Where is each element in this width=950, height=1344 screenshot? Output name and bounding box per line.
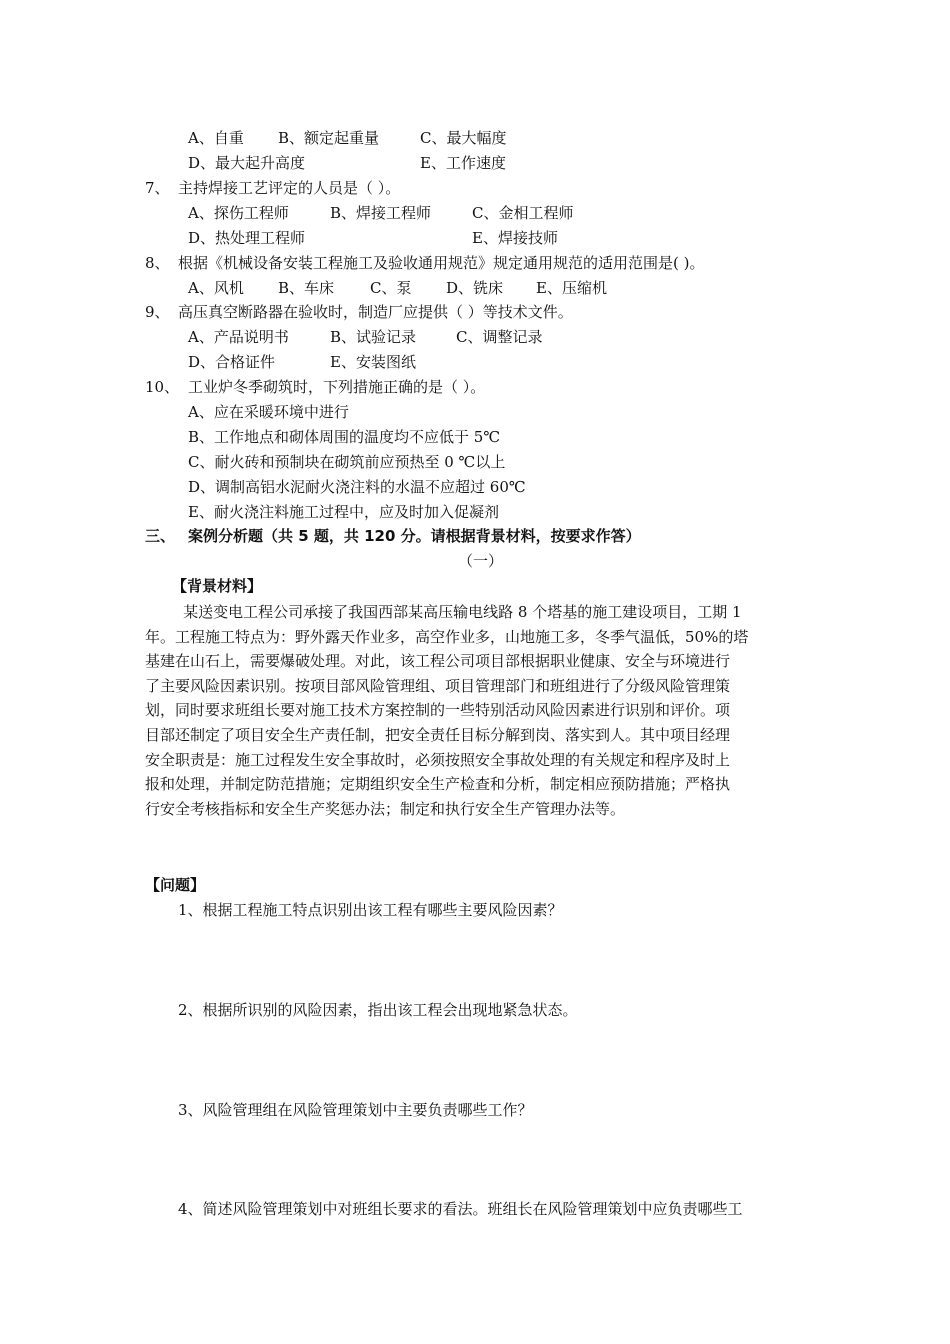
questions-heading: 【问题】 <box>145 876 206 894</box>
q7-option-a: A、探伤工程师 <box>188 204 289 222</box>
case-question-2: 2、根据所识别的风险因素，指出该工程会出现地紧急状态。 <box>178 1001 578 1019</box>
q9-question: 高压真空断路器在验收时，制造厂应提供（ ）等技术文件。 <box>178 303 573 321</box>
q6-option-c: C、最大幅度 <box>420 129 507 147</box>
q7-number: 7、 <box>145 179 170 197</box>
q9-option-c: C、调整记录 <box>456 328 543 346</box>
q9-option-b: B、试验记录 <box>330 328 417 346</box>
q8-number: 8、 <box>145 254 170 272</box>
background-line: 某送变电工程公司承接了我国西部某高压输电线路 8 个塔基的施工建设项目，工期 1 <box>145 603 742 621</box>
section-number: 三、 <box>145 527 176 545</box>
q9-option-a: A、产品说明书 <box>188 328 289 346</box>
q8-option-b: B、车床 <box>278 279 335 297</box>
background-paragraph <box>145 600 805 821</box>
background-line: 年。工程施工特点为：野外露天作业多，高空作业多，山地施工多，冬季气温低，50%的塔 <box>145 627 749 646</box>
q10-number: 10、 <box>145 378 180 396</box>
background-line: 了主要风险因素识别。按项目部风险管理组、项目管理部门和班组进行了分级风险管理策 <box>145 676 731 695</box>
background-line: 行安全考核指标和安全生产奖惩办法；制定和执行安全生产管理办法等。 <box>145 799 626 818</box>
background-line: 划，同时要求班组长要对施工技术方案控制的一些特别活动风险因素进行识别和评价。项 <box>145 701 731 720</box>
background-line: 报和处理，并制定防范措施；定期组织安全生产检查和分析，制定相应预防措施；严格执 <box>145 775 731 794</box>
q10-option-e: E、耐火浇注料施工过程中，应及时加入促凝剂 <box>188 503 499 521</box>
q8-option-c: C、泵 <box>370 279 412 297</box>
background-heading: 【背景材料】 <box>172 577 263 595</box>
q7-question: 主持焊接工艺评定的人员是（ ）。 <box>178 179 401 197</box>
q6-option-d: D、最大起升高度 <box>188 154 306 172</box>
q10-question: 工业炉冬季砌筑时，下列措施正确的是（ ）。 <box>188 378 486 396</box>
q10-option-b: B、工作地点和砌体周围的温度均不应低于 5℃ <box>188 428 501 446</box>
q7-option-d: D、热处理工程师 <box>188 229 306 247</box>
background-line: 基建在山石上，需要爆破处理。对此，该工程公司项目部根据职业健康、安全与环境进行 <box>145 652 731 671</box>
q8-option-a: A、风机 <box>188 279 244 297</box>
q9-number: 9、 <box>145 303 170 321</box>
q7-option-b: B、焊接工程师 <box>330 204 432 222</box>
q7-option-c: C、金相工程师 <box>472 204 574 222</box>
section-title: 案例分析题（共 5 题，共 120 分。请根据背景材料，按要求作答） <box>188 527 641 545</box>
case-question-3: 3、风险管理组在风险管理策划中主要负责哪些工作？ <box>178 1101 533 1119</box>
background-line: 安全职责是：施工过程发生安全事故时，必须按照安全事故处理的有关规定和程序及时上 <box>145 750 731 769</box>
q10-option-d: D、调制高铝水泥耐火浇注料的水温不应超过 60℃ <box>188 478 526 496</box>
q7-option-e: E、焊接技师 <box>472 229 558 247</box>
q8-option-e: E、压缩机 <box>536 279 607 297</box>
case-question-1: 1、根据工程施工特点识别出该工程有哪些主要风险因素？ <box>178 901 563 919</box>
q8-option-d: D、铣床 <box>446 279 504 297</box>
q10-option-a: A、应在采暖环境中进行 <box>188 403 349 421</box>
case-label: （一） <box>458 552 504 570</box>
q6-option-a: A、自重 <box>188 129 244 147</box>
q9-option-e: E、安装图纸 <box>330 353 416 371</box>
background-line: 目部还制定了项目安全生产责任制，把安全责任目标分解到岗、落实到人。其中项目经理 <box>145 725 731 744</box>
q10-option-c: C、耐火砖和预制块在砌筑前应预热至 0 ℃以上 <box>188 453 506 471</box>
q8-question: 根据《机械设备安装工程施工及验收通用规范》规定通用规范的适用范围是( )。 <box>178 254 705 272</box>
q6-option-e: E、工作速度 <box>420 154 506 172</box>
case-question-4: 4、简述风险管理策划中对班组长要求的看法。班组长在风险管理策划中应负责哪些工 <box>178 1200 743 1218</box>
q9-option-d: D、合格证件 <box>188 353 276 371</box>
q6-option-b: B、额定起重量 <box>278 129 380 147</box>
